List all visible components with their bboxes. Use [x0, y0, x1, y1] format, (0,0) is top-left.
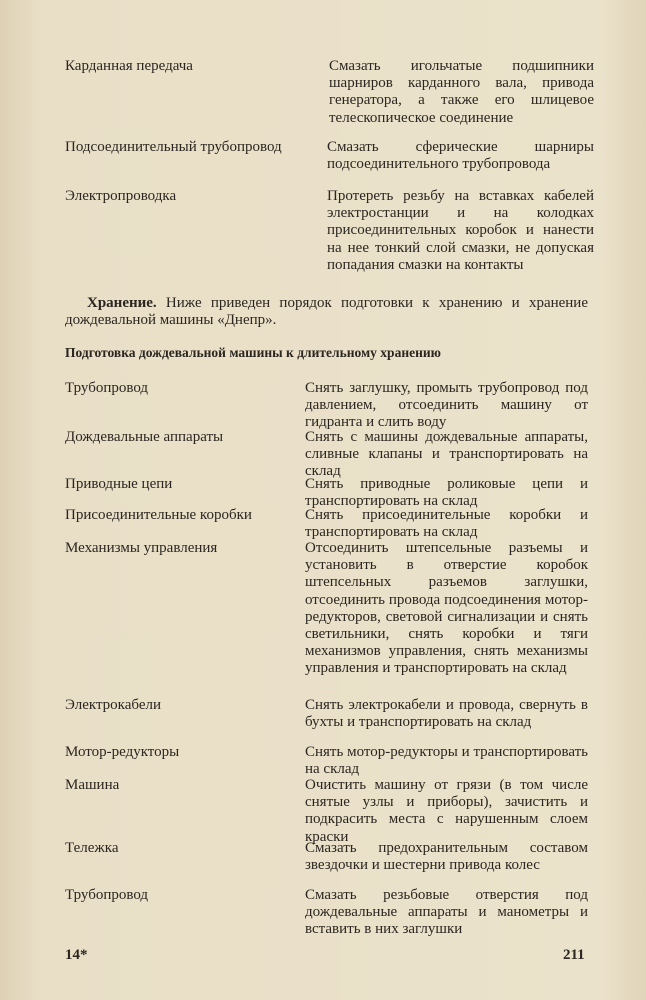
item-term: Дождевальные аппараты [65, 429, 224, 445]
page-number: 211 [563, 947, 585, 963]
item-description: Отсоединить штепсельные разъемы и установить в отверстие коробок штепсельных разъемов заглушки, отсоединить провода подсоединения мотор-редукторов, световой сигнализации и снять светильники, снять коробки и тяги механизмов управления, снять механизмы управления и транспортировать на склад [305, 540, 588, 677]
item-term: Трубопровод [65, 887, 149, 903]
item-term: Машина [65, 777, 120, 793]
storage-text: Ниже приведен порядок подготовки к хранению и хранение дождевальной машины «Днепр». [65, 295, 588, 329]
item-description: Снять электрокабели и провода, свернуть в бухты и транспортировать на склад [305, 697, 588, 731]
item-description: Снять мотор-редукторы и транспортировать на склад [305, 744, 588, 778]
item-term: Электрокабели [65, 697, 161, 713]
item-description: Протереть резьбу на вставках кабелей электростанции и на колодках присоединительных коробок и нанести на нее тонкий слой смазки, не допуская попадания смазки на контакты [327, 188, 594, 273]
item-description: Снять приводные роликовые цепи и транспортировать на склад [305, 476, 588, 510]
item-description: Смазать сферические шарниры подсоединительного трубопровода [327, 139, 594, 173]
item-term: Приводные цепи [65, 476, 173, 492]
item-term: Карданная передача [65, 58, 193, 74]
item-term: Тележка [65, 840, 119, 856]
item-description: Снять присоединительные коробки и транспортировать на склад [305, 507, 588, 541]
signature-mark: 14* [65, 947, 88, 963]
item-description: Смазать резьбовые отверстия под дождевальные аппараты и манометры и вставить в них заглушки [305, 887, 588, 938]
item-term: Электропроводка [65, 188, 177, 204]
item-term: Механизмы управления [65, 540, 218, 556]
item-description: Снять с машины дождевальные аппараты, сливные клапаны и транспортировать на склад [305, 429, 588, 480]
storage-paragraph [65, 295, 588, 330]
item-description: Смазать предохранительным составом звездочки и шестерни привода колес [305, 840, 588, 874]
item-description: Смазать игольчатые подшипники шарниров карданного вала, привода генератора, а также его шлицевое телескопическое соединение [329, 58, 594, 126]
item-term: Мотор-редукторы [65, 744, 180, 760]
item-term: Подсоединительный трубопровод [65, 139, 282, 155]
item-term: Трубопровод [65, 380, 149, 396]
item-description: Очистить машину от грязи (в том числе снятые узлы и приборы), зачистить и подкрасить места с нарушенным слоем краски [305, 777, 588, 845]
item-description: Снять заглушку, промыть трубопровод под давлением, отсоединить машину от гидранта и слить воду [305, 380, 588, 431]
item-term: Присоединительные коробки [65, 507, 252, 523]
section-heading: Подготовка дождевальной машины к длительному хранению [65, 345, 441, 360]
storage-lead: Хранение. [87, 295, 157, 311]
